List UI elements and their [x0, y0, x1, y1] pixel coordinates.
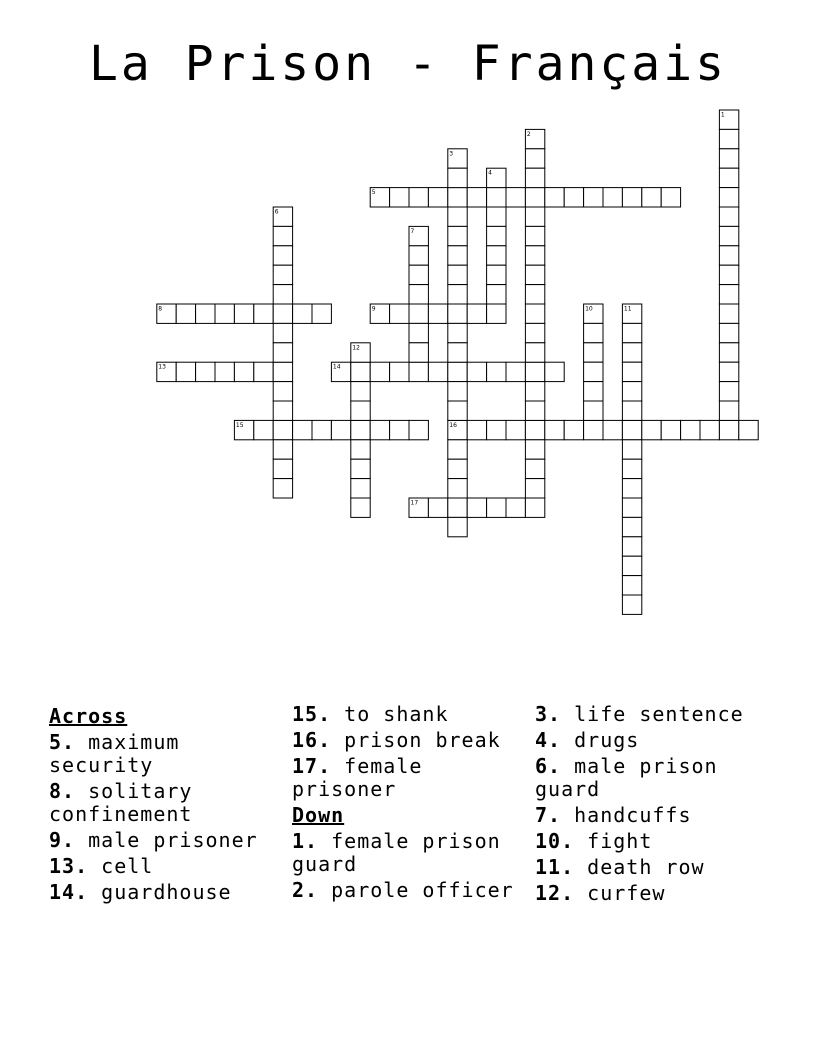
clue-text: to shank	[331, 702, 449, 726]
clue-text: drugs	[561, 728, 640, 752]
clue-number: 16.	[292, 728, 332, 752]
grid-cell[interactable]	[409, 323, 428, 342]
grid-cell[interactable]	[584, 323, 603, 342]
grid-cell[interactable]	[409, 362, 428, 381]
grid-cell[interactable]	[661, 420, 680, 439]
grid-cell[interactable]	[622, 440, 641, 459]
grid-cell[interactable]	[409, 265, 428, 284]
clue-text: death row	[574, 855, 705, 879]
grid-cell[interactable]	[409, 246, 428, 265]
grid-cell[interactable]	[448, 304, 467, 323]
clue-item	[535, 830, 775, 853]
cell-number: 5	[371, 189, 376, 197]
grid-cell[interactable]	[448, 401, 467, 420]
grid-cell[interactable]	[409, 304, 428, 323]
grid-cell[interactable]	[584, 362, 603, 381]
down-clues-list-continued	[535, 703, 775, 905]
grid-cell[interactable]	[622, 362, 641, 381]
grid-cell[interactable]	[622, 537, 641, 556]
clue-number: 15.	[292, 702, 332, 726]
grid-cell[interactable]	[525, 188, 544, 207]
grid-cell[interactable]	[584, 382, 603, 401]
grid-cell[interactable]	[273, 323, 292, 342]
clue-text: maximum security	[49, 730, 180, 777]
clue-number: 1.	[292, 829, 319, 853]
clue-text: female prison guard	[292, 829, 501, 876]
grid-cell[interactable]	[351, 459, 370, 478]
cell-number: 17	[410, 499, 419, 507]
clue-text: female prisoner	[292, 754, 423, 801]
grid-cell[interactable]	[215, 304, 234, 323]
clue-item	[535, 729, 775, 752]
down-heading: Down	[292, 803, 345, 827]
grid-cell[interactable]	[525, 479, 544, 498]
clue-item	[49, 780, 289, 826]
clue-item	[292, 830, 532, 876]
across-heading: Across	[49, 704, 128, 728]
grid-cell[interactable]	[719, 168, 738, 187]
grid-cell[interactable]	[564, 420, 583, 439]
cell-number: 4	[488, 169, 492, 177]
grid-cell[interactable]	[525, 440, 544, 459]
grid-cell[interactable]	[584, 188, 603, 207]
grid-cell[interactable]	[525, 285, 544, 304]
grid-cell[interactable]	[273, 440, 292, 459]
grid-cell[interactable]	[448, 285, 467, 304]
across-clues-list-continued	[292, 703, 532, 801]
grid-cell[interactable]	[293, 420, 312, 439]
clue-number: 3.	[535, 702, 562, 726]
grid-cell[interactable]	[525, 420, 544, 439]
clue-number: 10.	[535, 829, 575, 853]
grid-cell[interactable]	[719, 285, 738, 304]
grid-cell[interactable]	[622, 498, 641, 517]
grid-cell[interactable]	[487, 188, 506, 207]
cell-number: 13	[158, 363, 166, 371]
grid-cell[interactable]	[506, 498, 525, 517]
grid-cell[interactable]	[525, 323, 544, 342]
clue-item	[292, 755, 532, 801]
grid-cell[interactable]	[273, 401, 292, 420]
grid-cell[interactable]	[448, 362, 467, 381]
grid-cell[interactable]	[448, 265, 467, 284]
grid-cell[interactable]	[448, 382, 467, 401]
cell-number: 6	[274, 208, 279, 216]
grid-cell[interactable]	[622, 401, 641, 420]
clue-text: cell	[88, 854, 154, 878]
clue-number: 2.	[292, 878, 319, 902]
clue-item	[535, 882, 775, 905]
clue-number: 11.	[535, 855, 575, 879]
grid-cell[interactable]	[525, 168, 544, 187]
grid-cell[interactable]	[467, 420, 486, 439]
grid-cell[interactable]	[622, 576, 641, 595]
grid-cell[interactable]	[467, 498, 486, 517]
grid-cell[interactable]	[448, 188, 467, 207]
grid-cell[interactable]	[448, 517, 467, 536]
grid-cell[interactable]	[234, 304, 253, 323]
grid-cell[interactable]	[525, 382, 544, 401]
grid-cell[interactable]	[273, 226, 292, 245]
grid-cell[interactable]	[622, 382, 641, 401]
grid-cell[interactable]	[545, 362, 564, 381]
clue-item	[535, 755, 775, 801]
grid-cell[interactable]	[525, 226, 544, 245]
grid-cell[interactable]	[428, 304, 447, 323]
grid-cell[interactable]	[487, 246, 506, 265]
grid-cell[interactable]	[622, 459, 641, 478]
grid-cell[interactable]	[739, 420, 758, 439]
grid-cell[interactable]	[525, 149, 544, 168]
grid-cell[interactable]	[448, 246, 467, 265]
grid-cell[interactable]	[603, 420, 622, 439]
grid-cell[interactable]	[312, 304, 331, 323]
grid-cell[interactable]	[390, 188, 409, 207]
grid-cell[interactable]	[215, 362, 234, 381]
grid-cell[interactable]	[331, 420, 350, 439]
grid-cell[interactable]	[351, 479, 370, 498]
grid-cell[interactable]	[525, 362, 544, 381]
cell-number: 3	[449, 150, 454, 158]
clue-item	[292, 729, 532, 752]
grid-cell[interactable]	[273, 362, 292, 381]
grid-cell[interactable]	[390, 420, 409, 439]
grid-cell[interactable]	[273, 459, 292, 478]
grid-cell[interactable]	[719, 226, 738, 245]
grid-cell[interactable]	[448, 498, 467, 517]
grid-cell[interactable]	[719, 382, 738, 401]
grid-cell[interactable]	[719, 343, 738, 362]
clue-text: parole officer	[318, 878, 514, 902]
grid-cell[interactable]	[351, 382, 370, 401]
grid-cell[interactable]	[603, 188, 622, 207]
grid-cell[interactable]	[622, 420, 641, 439]
grid-cell[interactable]	[622, 517, 641, 536]
grid-cell[interactable]	[681, 420, 700, 439]
grid-cell[interactable]	[487, 420, 506, 439]
grid-cell[interactable]	[545, 188, 564, 207]
grid-cell[interactable]	[409, 420, 428, 439]
cell-number: 9	[371, 305, 376, 313]
grid-cell[interactable]	[545, 420, 564, 439]
grid-cell[interactable]	[176, 304, 195, 323]
cell-number: 8	[158, 305, 163, 313]
grid-cell[interactable]	[584, 401, 603, 420]
grid-cell[interactable]	[584, 420, 603, 439]
grid-cell[interactable]	[525, 401, 544, 420]
grid-cell[interactable]	[273, 304, 292, 323]
grid-cell[interactable]	[719, 265, 738, 284]
grid-cell[interactable]	[487, 304, 506, 323]
cell-number: 16	[449, 421, 457, 429]
grid-cell[interactable]	[273, 479, 292, 498]
clue-item	[292, 879, 532, 902]
grid-cell[interactable]	[428, 498, 447, 517]
grid-cell[interactable]	[622, 556, 641, 575]
clue-number: 7.	[535, 803, 562, 827]
grid-cell[interactable]	[487, 498, 506, 517]
clue-item	[49, 731, 289, 777]
clue-text: fight	[574, 829, 653, 853]
cell-number: 15	[235, 421, 244, 429]
grid-cell[interactable]	[448, 440, 467, 459]
grid-cell[interactable]	[254, 362, 273, 381]
clues-column-2	[292, 703, 532, 905]
grid-cell[interactable]	[351, 498, 370, 517]
clue-text: handcuffs	[561, 803, 692, 827]
clue-number: 9.	[49, 828, 76, 852]
grid-cell[interactable]	[622, 323, 641, 342]
grid-cell[interactable]	[525, 246, 544, 265]
grid-cell[interactable]	[506, 362, 525, 381]
clue-item	[535, 703, 775, 726]
clue-number: 8.	[49, 779, 76, 803]
grid-cell[interactable]	[719, 362, 738, 381]
grid-cell[interactable]	[525, 304, 544, 323]
cell-number: 1	[720, 111, 725, 119]
grid-cell[interactable]	[448, 459, 467, 478]
clue-number: 17.	[292, 754, 332, 778]
grid-cell[interactable]	[448, 207, 467, 226]
grid-cell[interactable]	[273, 265, 292, 284]
grid-cell[interactable]	[525, 498, 544, 517]
grid-cell[interactable]	[487, 207, 506, 226]
grid-cell[interactable]	[448, 343, 467, 362]
grid-cell[interactable]	[293, 304, 312, 323]
grid-cell[interactable]	[719, 246, 738, 265]
grid-cell[interactable]	[719, 323, 738, 342]
grid-cell[interactable]	[564, 188, 583, 207]
grid-cell[interactable]	[448, 226, 467, 245]
grid-cell[interactable]	[584, 343, 603, 362]
grid-cell[interactable]	[351, 401, 370, 420]
down-clues-list	[292, 830, 532, 902]
grid-cell[interactable]	[622, 595, 641, 614]
grid-cell[interactable]	[487, 226, 506, 245]
grid-cell[interactable]	[273, 382, 292, 401]
grid-cell[interactable]	[506, 188, 525, 207]
grid-cell[interactable]	[719, 188, 738, 207]
grid-cell[interactable]	[719, 149, 738, 168]
across-clues-list	[49, 731, 289, 904]
grid-cell[interactable]	[428, 188, 447, 207]
cell-number: 10	[585, 305, 593, 313]
grid-cell[interactable]	[448, 479, 467, 498]
grid-cell[interactable]	[719, 401, 738, 420]
page-title: La Prison - Français	[89, 36, 727, 92]
grid-cell[interactable]	[622, 343, 641, 362]
grid-cell[interactable]	[273, 285, 292, 304]
clue-item	[49, 855, 289, 878]
grid-cell[interactable]	[642, 188, 661, 207]
grid-cell[interactable]	[525, 207, 544, 226]
clue-text: prison break	[331, 728, 501, 752]
grid-cell[interactable]	[467, 304, 486, 323]
grid-cell[interactable]	[525, 265, 544, 284]
grid-cell[interactable]	[409, 188, 428, 207]
grid-cell[interactable]	[254, 420, 273, 439]
grid-cell[interactable]	[234, 362, 253, 381]
grid-cell[interactable]	[370, 362, 389, 381]
grid-cell[interactable]	[196, 304, 215, 323]
grid-cell[interactable]	[661, 188, 680, 207]
clue-text: male prisoner	[75, 828, 258, 852]
grid-cell[interactable]	[719, 420, 738, 439]
cell-number: 14	[332, 363, 341, 371]
grid-cell[interactable]	[196, 362, 215, 381]
grid-cell[interactable]	[273, 246, 292, 265]
cell-number: 12	[352, 344, 360, 352]
cell-number: 7	[410, 227, 415, 235]
grid-cell[interactable]	[448, 168, 467, 187]
grid-cell[interactable]	[390, 362, 409, 381]
clue-item	[49, 881, 289, 904]
grid-cell[interactable]	[719, 207, 738, 226]
clue-text: curfew	[574, 881, 666, 905]
clue-text: guardhouse	[88, 880, 232, 904]
cell-number: 2	[526, 130, 531, 138]
grid-cell[interactable]	[719, 304, 738, 323]
clue-text: solitary confinement	[49, 779, 193, 826]
clue-item	[535, 804, 775, 827]
grid-cell[interactable]	[622, 188, 641, 207]
cell-number: 11	[623, 305, 632, 313]
grid-cell[interactable]	[448, 323, 467, 342]
grid-cell[interactable]	[254, 304, 273, 323]
grid-cell[interactable]	[351, 440, 370, 459]
grid-cell[interactable]	[312, 420, 331, 439]
clue-number: 5.	[49, 730, 76, 754]
clue-number: 4.	[535, 728, 562, 752]
clue-item	[535, 856, 775, 879]
clues-column-1	[49, 703, 289, 907]
clue-item	[49, 829, 289, 852]
grid-cell[interactable]	[467, 362, 486, 381]
grid-cell[interactable]	[390, 304, 409, 323]
grid-cell[interactable]	[428, 362, 447, 381]
clue-number: 13.	[49, 854, 89, 878]
grid-cell[interactable]	[370, 420, 389, 439]
clue-number: 12.	[535, 881, 575, 905]
grid-cell[interactable]	[409, 343, 428, 362]
grid-cell[interactable]	[700, 420, 719, 439]
grid-cell[interactable]	[467, 188, 486, 207]
grid-cell[interactable]	[622, 479, 641, 498]
clue-item	[292, 703, 532, 726]
grid-cell[interactable]	[176, 362, 195, 381]
grid-cell[interactable]	[506, 420, 525, 439]
grid-cell[interactable]	[642, 420, 661, 439]
grid-cell[interactable]	[409, 285, 428, 304]
grid-cell[interactable]	[273, 343, 292, 362]
clue-text: male prison guard	[535, 754, 718, 801]
clue-text: life sentence	[561, 702, 744, 726]
clue-number: 14.	[49, 880, 89, 904]
clue-number: 6.	[535, 754, 562, 778]
grid-cell[interactable]	[525, 343, 544, 362]
grid-cell[interactable]	[273, 420, 292, 439]
grid-cell[interactable]	[487, 285, 506, 304]
grid-cell[interactable]	[719, 129, 738, 148]
grid-cell[interactable]	[487, 362, 506, 381]
clues-column-3	[535, 703, 775, 908]
grid-cell[interactable]	[525, 459, 544, 478]
grid-cell[interactable]	[351, 362, 370, 381]
grid-cell[interactable]	[351, 420, 370, 439]
grid-cell[interactable]	[487, 265, 506, 284]
